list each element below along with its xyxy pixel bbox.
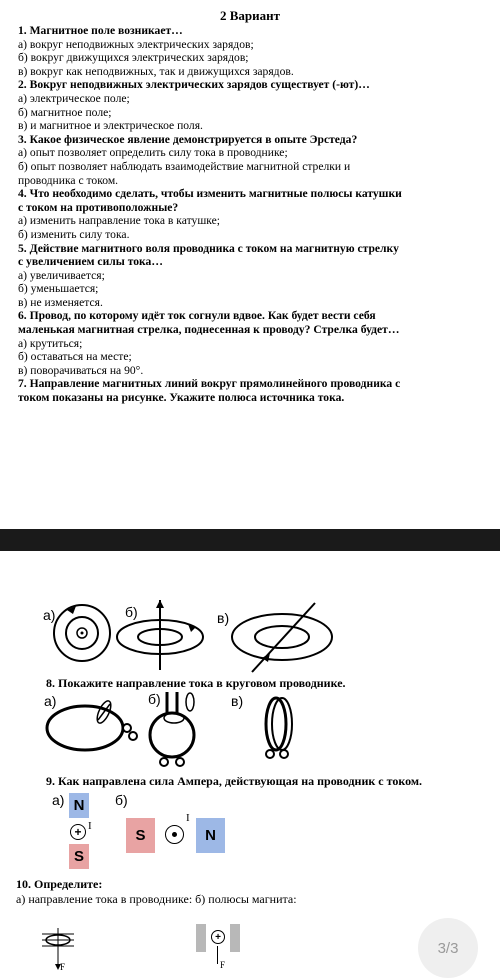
- answer-line: а) опыт позволяет определить силу тока в проводнике;: [18, 146, 288, 160]
- answer-line: в) вокруг как неподвижных, так и движущихся зарядов.: [18, 64, 294, 78]
- magnet-south-a: S: [69, 844, 89, 869]
- fig7-field-lines-diagram: [0, 600, 500, 680]
- magnet-north-b: N: [196, 818, 225, 853]
- page-divider: [0, 529, 500, 551]
- fig7-label-a: а): [43, 607, 56, 623]
- force-arrow-icon: [217, 946, 218, 964]
- answer-line: а) вокруг неподвижных электрических зарядов;: [18, 37, 254, 51]
- question-line: 3. Какое физическое явление демонстрируется в опыте Эрстеда?: [18, 132, 358, 146]
- fig8-label-c: в): [231, 693, 244, 709]
- answer-line: б) оставаться на месте;: [18, 350, 132, 364]
- answer-line: б) изменить силу тока.: [18, 227, 130, 241]
- q9-heading: 9. Как направлена сила Ампера, действующая на проводник с током.: [46, 774, 423, 788]
- q8-heading: 8. Покажите направление тока в круговом проводнике.: [46, 676, 346, 690]
- force-label-a: F: [60, 962, 66, 972]
- answer-line: в) и магнитное и электрическое поля.: [18, 119, 203, 133]
- question-line: 4. Что необходимо сделать, чтобы изменить магнитные полюсы катушки: [18, 187, 402, 201]
- answer-line: а) изменить направление тока в катушке;: [18, 214, 220, 228]
- answer-line: а) электрическое поле;: [18, 91, 130, 105]
- question-line: с увеличением силы тока…: [18, 255, 163, 269]
- answer-line: б) магнитное поле;: [18, 105, 112, 119]
- magnet-south-b: S: [126, 818, 155, 853]
- q10-subtext: а) направление тока в проводнике: б) полюсы магнита:: [16, 892, 297, 906]
- fig10-conductor-diagram-a: [38, 920, 78, 972]
- conductor-current-out-icon: [165, 825, 184, 844]
- question-line: 2. Вокруг неподвижных электрических зарядов существует (-ют)…: [18, 78, 370, 92]
- questions-list: [18, 24, 488, 405]
- magnet-pole-right: [230, 924, 240, 952]
- answer-line: в) не изменяется.: [18, 295, 103, 309]
- force-label-b: F: [220, 960, 226, 970]
- question-line: с током на противоположные?: [18, 200, 179, 214]
- question-line: 6. Провод, по которому идёт ток согнули вдвое. Как будет вести себя: [18, 309, 376, 323]
- page-indicator-badge: 3/3: [418, 918, 478, 978]
- answer-line: б) вокруг движущихся электрических зарядов;: [18, 51, 249, 65]
- answer-line: а) увеличивается;: [18, 268, 105, 282]
- fig8-loop-diagram: [0, 690, 500, 770]
- answer-line: в) поворачиваться на 90°.: [18, 363, 144, 377]
- fig8-label-b: б): [148, 691, 161, 707]
- fig7-label-c: в): [217, 610, 230, 626]
- fig9-label-b: б): [115, 792, 128, 808]
- answer-line: б) опыт позволяет наблюдать взаимодействие магнитной стрелки и: [18, 159, 351, 173]
- question-line: током показаны на рисунке. Укажите полюса источника тока.: [18, 391, 345, 405]
- q10-heading: 10. Определите:: [16, 877, 103, 891]
- conductor-current-in-icon: +: [70, 824, 86, 840]
- conductor-plus-icon: +: [211, 930, 225, 944]
- variant-title: 2 Вариант: [219, 8, 281, 23]
- question-line: 1. Магнитное поле возникает…: [18, 24, 183, 37]
- fig7-label-b: б): [125, 604, 138, 620]
- magnet-pole-left: [196, 924, 206, 952]
- current-label-a: I: [88, 820, 92, 832]
- magnet-north-a: N: [69, 793, 89, 818]
- answer-line: а) крутиться;: [18, 336, 83, 350]
- question-line: маленькая магнитная стрелка, поднесенная к проводу? Стрелка будет…: [18, 323, 400, 337]
- current-label-b: I: [186, 812, 190, 824]
- answer-line: б) уменьшается;: [18, 282, 99, 296]
- question-line: 5. Действие магнитного воля проводника с током на магнитную стрелку: [18, 241, 399, 255]
- fig9-label-a: а): [52, 792, 65, 808]
- question-line: 7. Направление магнитных линий вокруг прямолинейного проводника с: [18, 377, 401, 391]
- answer-line: проводника с током.: [18, 173, 119, 187]
- fig8-label-a: а): [44, 693, 57, 709]
